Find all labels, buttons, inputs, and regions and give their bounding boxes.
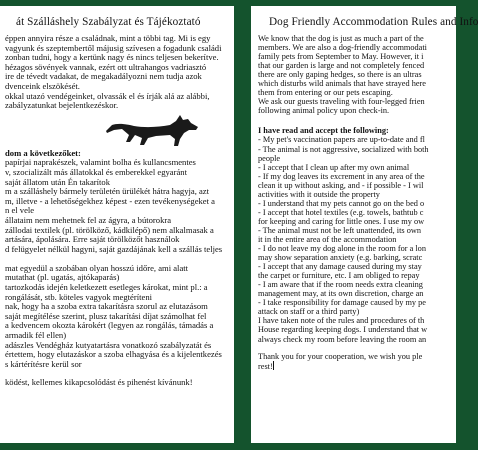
rule-line: adászles Vendégház kutyatartásra vonatkozó szabályzatát és (5, 339, 212, 350)
text-cursor (273, 361, 274, 370)
rule-line: rongálását, stb. köteles vagyok megtéríteni (5, 291, 153, 302)
rule-line: artására, ápolására. Erre saját törölközőt használok (5, 234, 180, 245)
intro-line: hézagos sövények vannak, ezért ott ultrahangos vadriasztó (5, 61, 207, 72)
rule-line: tartozkodás idején keletkezett esetleges károkat, mint pl.: a (5, 282, 208, 293)
english-heading: I have read and accept the following: (258, 126, 389, 136)
rule-line: it in the entire area of the accommodation (258, 234, 397, 244)
rule-line: d felügyelet nélkül hagyni, saját gazdájának kell a szállás teljes (5, 243, 223, 254)
rule-line: - The animal is not aggressive, socialized with both (258, 144, 429, 154)
rule-line: s kártérítésre kerül sor (5, 358, 82, 369)
hungarian-title: át Szálláshely Szabályzat és Tájékoztató (16, 16, 201, 28)
rule-line: n el vele (5, 205, 35, 216)
rule-line: the carpet or furniture, etc. I am obliged to repay (258, 271, 420, 281)
english-closing-text: rest! (258, 361, 273, 371)
rule-line: may show separation anxiety (e.g. barking, scratc (258, 253, 423, 263)
rule-line: I have taken note of the rules and procedures of th (258, 316, 425, 326)
rule-line: - I do not leave my dog alone in the room for a lon (258, 244, 426, 254)
rule-line: - If my dog leaves its excrement in any area of the (258, 171, 425, 181)
english-closing-line: Thank you for your cooperation, we wish you ple (258, 351, 423, 361)
rule-line: people (258, 153, 281, 163)
rule-line: zállodai textilek (pl. törölköző, kádkilépő) nem alkalmasak a (5, 224, 214, 235)
english-rules-page (251, 6, 478, 443)
hungarian-rules-page (0, 6, 234, 443)
hungarian-heading: dom a következőket: (5, 147, 81, 158)
intro-line: okkal utazó vendégeinket, olvassák el és írják alá az alábbi, (5, 90, 210, 101)
intro-line: We know that the dog is just as much a part of the (258, 34, 424, 43)
dog-silhouette-icon (104, 111, 204, 149)
rule-line: saját állatom után Én takarítok (5, 176, 111, 187)
english-rules-list (258, 135, 456, 343)
intro-line: zabályzatunkat bejelentkezéskor. (5, 100, 119, 111)
intro-line: following animal policy upon check-in. (258, 106, 390, 116)
dog-illustration (4, 111, 228, 149)
rule-line: armadik fél ellen) (5, 330, 67, 341)
intro-line: ire de tévedt vadakat, de megakadályozni nem tudja azok (5, 71, 202, 82)
rule-line: - I accept that hotel textiles (e.g. towels, bathtub c (258, 207, 424, 217)
rule-line: attack on staff or a third party) (258, 307, 360, 317)
rule-line: always check my room before leaving the room an (258, 334, 427, 344)
hungarian-intro (4, 34, 228, 111)
intro-line: that our garden is large and not completely fenced (258, 61, 425, 71)
english-closing-line-end (258, 361, 456, 371)
rule-line: House regarding keeping dogs. I understand that w (258, 325, 428, 335)
hungarian-closing: ködést, kellemes kikapcsolódást és pihenést kívánunk! (5, 377, 193, 388)
rule-line: - I take responsibility for damage caused by my pe (258, 298, 426, 308)
rule-line: m a szálláshely bármely területén ürülékét hátra hagyja, azt (5, 186, 210, 197)
rule-line: állataim nem mehetnek fel az ágyra, a bútorokra (5, 214, 172, 225)
intro-line: éppen annyira része a családnak, mint a többi tag. Mi is egy (5, 33, 211, 43)
hungarian-rules-list (4, 158, 228, 369)
rule-line: saját megítélése szerint, plusz takarítási díjat számolhat fel (5, 310, 207, 321)
rule-line: management may, at its own discretion, charge an (258, 289, 424, 299)
rule-line: - I accept that I clean up after my own animal (258, 162, 410, 172)
intro-line: there are only gaping hedges, so there is an ultras (258, 70, 422, 80)
english-intro (258, 34, 456, 115)
rule-line: - I accept that any damage caused during my stay (258, 262, 422, 272)
rule-line: activities with it outside the property (258, 189, 380, 199)
rule-line: papírjai naprakészek, valamint bolha és kullancsmentes (5, 157, 196, 168)
rule-line: v, szocializált más állatokkal és emberekkel egyaránt (5, 166, 187, 177)
rule-line: clean it up without asking, and - if possible - I wil (258, 180, 424, 190)
english-title: Dog Friendly Accommodation Rules and Info (269, 16, 478, 28)
rule-line: for keeping and caring for little ones. I use my ow (258, 216, 425, 226)
intro-line: them from entering or our pets escaping. (258, 88, 393, 98)
rule-line: - My pet's vaccination papers are up-to-date and fl (258, 135, 425, 145)
rule-line: - I understand that my pets cannot go on the bed o (258, 198, 425, 208)
intro-line: which disturbs wild animals that have strayed here (258, 79, 426, 89)
intro-line: We ask our guests traveling with four-legged frien (258, 97, 425, 107)
rule-line: mutathat (pl. ugatás, ajtókaparás) (5, 272, 120, 283)
intro-line: dvenceink elszökését. (5, 80, 80, 91)
intro-line: zonban tudni, hogy a kertünk nagy és nincs teljesen bekerítve. (5, 52, 219, 63)
intro-line: family pets from September to May. However, it i (258, 52, 424, 62)
rule-line: a kedvencem okozta károkért (legyen az rongálás, támadás a (5, 320, 214, 331)
rule-line: - The animal must not be left unattended, its own (258, 225, 421, 235)
intro-line: vagyunk és szeptembertől májusig szívesen a fogadunk családi (5, 42, 222, 53)
rule-line: m, illetve - a lehetőségekhez képest - ezen tevékenységeket a (5, 195, 215, 206)
rule-line: - I am aware that if the room needs extra cleaning (258, 280, 423, 290)
rule-line: nak, hogy ha a szoba extra takarításra szorul az elutazásom (5, 301, 208, 312)
rule-line: mat egyedül a szobában olyan hosszú időre, ami alatt (5, 262, 189, 273)
rule-line: értettem, hogy elutazáskor a szoba elhagyása és a kijelentkezés (5, 349, 222, 360)
intro-line: members. We are also a dog-friendly accommodati (258, 43, 427, 53)
